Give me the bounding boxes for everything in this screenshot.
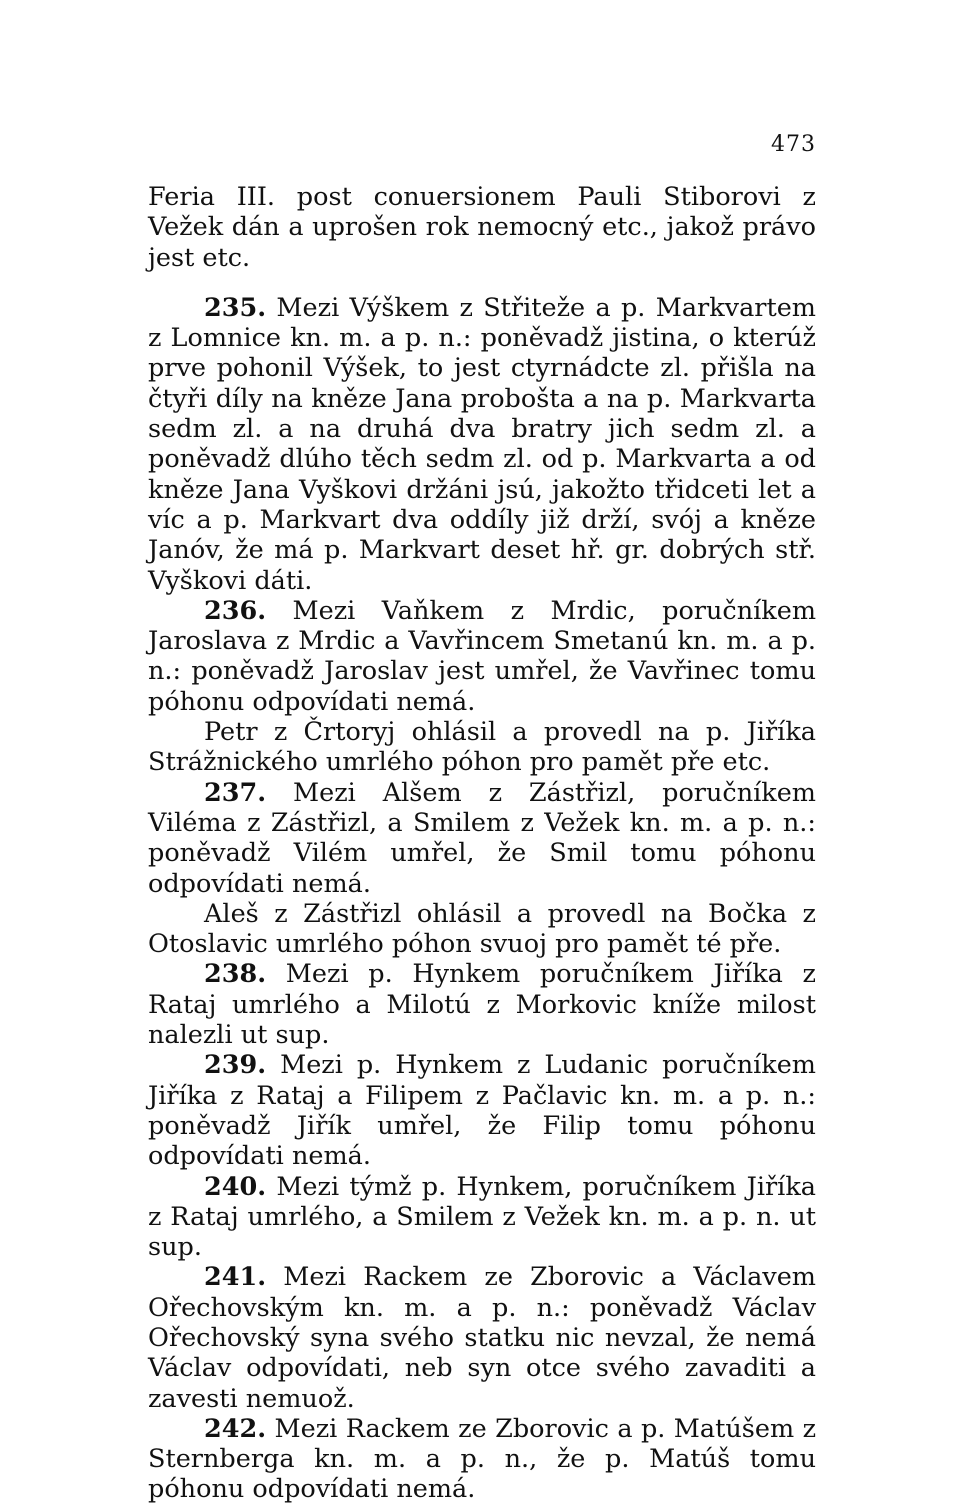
note-petr bbox=[148, 717, 816, 778]
entry-number: 240. bbox=[204, 1171, 267, 1202]
entry-239 bbox=[148, 1050, 816, 1171]
entry-text: Mezi p. Hynkem z Ludanic poručníkem Jiříka z Rataj a Filipem z Pačlavic kn. m. a p. n.: poněvadž Jiřík umřel, že Filip tomu póhonu odpovídati nemá. bbox=[148, 1050, 816, 1172]
entry-number: 239. bbox=[204, 1050, 267, 1081]
entry-240 bbox=[148, 1172, 816, 1263]
entry-number: 241. bbox=[204, 1262, 267, 1293]
entry-text: Mezi Vaňkem z Mrdic, poručníkem Jaroslava z Mrdic a Vavřincem Smetanú kn. m. a p. n.: poněvadž Jaroslav jest umřel, že Vavřinec tomu póhonu odpovídati nemá. bbox=[148, 595, 816, 717]
paragraph-text: Aleš z Zástřizl ohlásil a provedl na Bočka z Otoslavic umrlého póhon svuoj pro pamět té pře. bbox=[148, 898, 816, 960]
entry-number: 242. bbox=[204, 1413, 267, 1444]
entry-text: Mezi Rackem ze Zborovic a Václavem Ořechovským kn. m. a p. n.: poněvadž Václav Ořechovský syna svého statku nic nevzal, že nemá Václav odpovídati, neb syn otce svého zavaditi a zavesti nemuož. bbox=[148, 1262, 816, 1414]
entry-237 bbox=[148, 778, 816, 899]
entry-text: Mezi Rackem ze Zborovic a p. Matúšem z Sternberga kn. m. a p. n., že p. Matúš tomu póhonu odpovídati nemá. bbox=[148, 1413, 816, 1505]
paragraph-feria bbox=[148, 182, 816, 273]
page-number: 473 bbox=[771, 132, 816, 157]
entry-241 bbox=[148, 1262, 816, 1413]
note-ales bbox=[148, 899, 816, 960]
entry-number: 237. bbox=[204, 777, 267, 808]
entry-text: Mezi týmž p. Hynkem, poručníkem Jiříka z Rataj umrlého, a Smilem z Vežek kn. m. a p. n. ut sup. bbox=[148, 1171, 816, 1263]
entry-text: Mezi Alšem z Zástřizl, poručníkem Viléma z Zástřizl, a Smilem z Vežek kn. m. a p. n.: poněvadž Vilém umřel, že Smil tomu póhonu odpovídati nemá. bbox=[148, 777, 816, 899]
entry-number: 235. bbox=[204, 292, 267, 323]
entry-236 bbox=[148, 596, 816, 717]
entry-text: Mezi Výškem z Střiteže a p. Markvartem z Lomnice kn. m. a p. n.: poněvadž jistina, o kterúž prve pohonil Výšek, to jest ctyrnádcte zl. přišla na čtyři díly na kněze Jana probošta a na p. Markvarta sedm zl. a na druhá dva bratry jich sedm zl. a poněvadž dlúho těch sedm zl. od p. Markvarta a od kněze Jana Vyškovi držáni jsú, jakožto třidceti let a víc a p. Markvart dva oddíly již drží, svój a kněze Janóv, že má p. Markvart deset hř. gr. dobrých stř. Vyškovi dáti. bbox=[148, 292, 816, 596]
entry-242 bbox=[148, 1414, 816, 1505]
paragraph-text: Petr z Črtoryj ohlásil a provedl na p. Jiříka Strážnického umrlého póhon pro pamět pře etc. bbox=[148, 717, 816, 778]
text-body bbox=[148, 182, 816, 1505]
paragraph-text: Feria III. post conuersionem Pauli Stiborovi z Vežek dán a uprošen rok nemocný etc., jakož právo jest etc. bbox=[148, 182, 816, 273]
entry-number: 238. bbox=[204, 959, 267, 990]
entry-235 bbox=[148, 293, 816, 596]
entry-text: Mezi p. Hynkem poručníkem Jiříka z Rataj umrlého a Milotú z Morkovic kníže milost nalezli ut sup. bbox=[148, 959, 816, 1051]
entry-number: 236. bbox=[204, 595, 267, 626]
entry-238 bbox=[148, 959, 816, 1050]
